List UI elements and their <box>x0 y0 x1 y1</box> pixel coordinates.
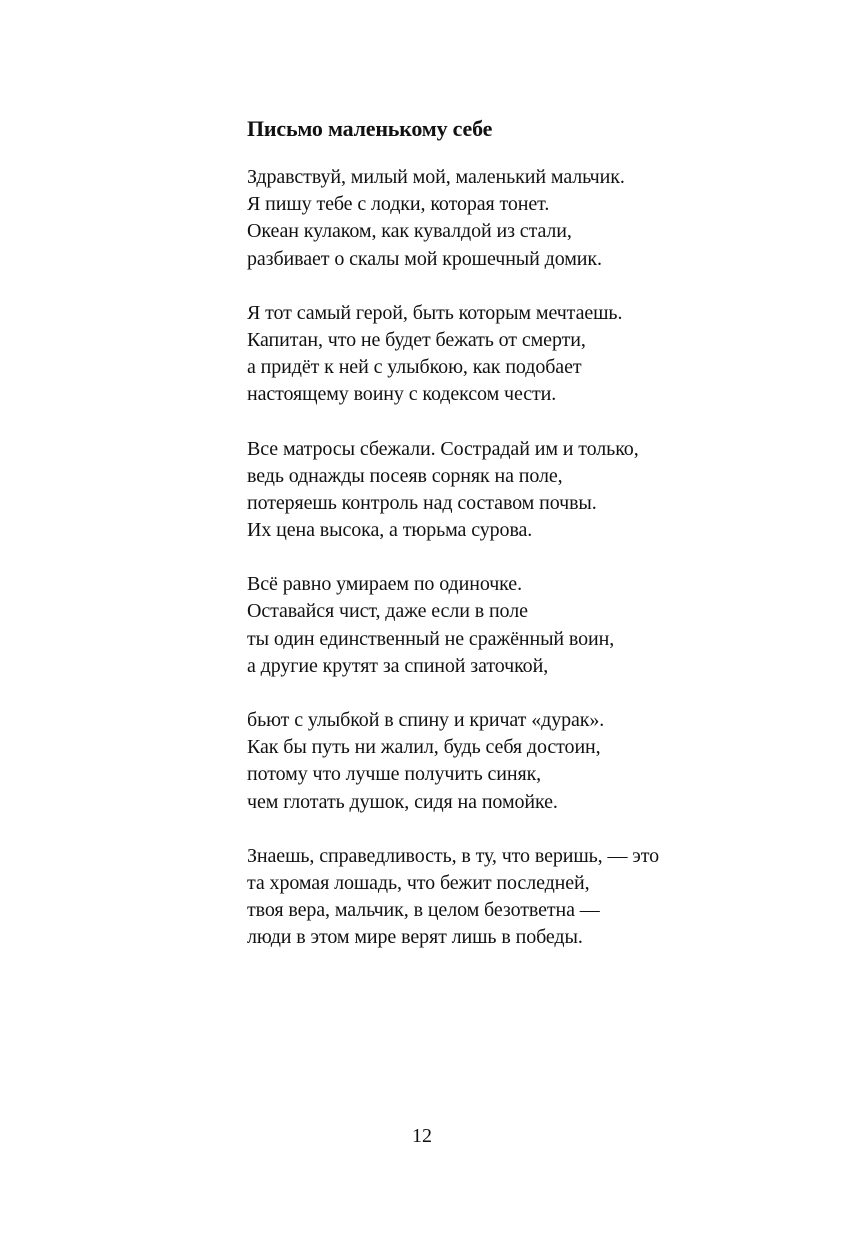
poem-line: настоящему воину с кодексом чести. <box>247 383 557 406</box>
poem-line: разбивает о скалы мой крошечный домик. <box>247 247 602 270</box>
poem-title: Письмо маленькому себе <box>247 116 493 141</box>
stanza-3 <box>247 436 807 545</box>
page-number: 12 <box>412 1125 432 1147</box>
poem-line: Я пишу тебе с лодки, которая тонет. <box>247 193 550 216</box>
stanza-1 <box>247 164 807 273</box>
poem-body <box>247 164 807 979</box>
stanza-2 <box>247 300 807 409</box>
poem-line: потому что лучше получить синяк, <box>247 763 542 786</box>
poem-line: твоя вера, мальчик, в целом безответна — <box>247 899 600 922</box>
poem-line: Океан кулаком, как кувалдой из стали, <box>247 220 572 243</box>
poem-line: Оставайся чист, даже если в поле <box>247 600 528 623</box>
poem-line: Здравствуй, милый мой, маленький мальчик. <box>247 166 625 188</box>
stanza-5 <box>247 707 807 816</box>
poem-line: та хромая лошадь, что бежит последней, <box>247 871 590 894</box>
poem-line: чем глотать душок, сидя на помойке. <box>247 790 558 813</box>
poem-line: Знаешь, справедливость, в ту, что веришь, — это <box>247 844 660 867</box>
poem-line: потеряешь контроль над составом почвы. <box>247 491 597 514</box>
poem-line: ведь однажды посеяв сорняк на поле, <box>247 464 563 487</box>
poem-line: Капитан, что не будет бежать от смерти, <box>247 328 586 351</box>
stanza-4 <box>247 571 807 680</box>
stanza-6 <box>247 843 807 952</box>
poem-line: а придёт к ней с улыбкою, как подобает <box>247 356 582 379</box>
poem-line: люди в этом мире верят лишь в победы. <box>247 926 583 949</box>
poem-line: Всё равно умираем по одиночке. <box>247 573 522 596</box>
poem-line: а другие крутят за спиной заточкой, <box>247 654 549 677</box>
poem-line: Все матросы сбежали. Сострадай им и только, <box>247 437 639 460</box>
poem-line: ты один единственный не сражённый воин, <box>247 627 615 650</box>
poem-line: Как бы путь ни жалил, будь себя достоин, <box>247 736 601 759</box>
poem-line: Я тот самый герой, быть которым мечтаешь. <box>247 301 623 324</box>
poem-line: бьют с улыбкой в спину и кричат «дурак». <box>247 709 605 731</box>
poem-line: Их цена высока, а тюрьма сурова. <box>247 519 533 542</box>
